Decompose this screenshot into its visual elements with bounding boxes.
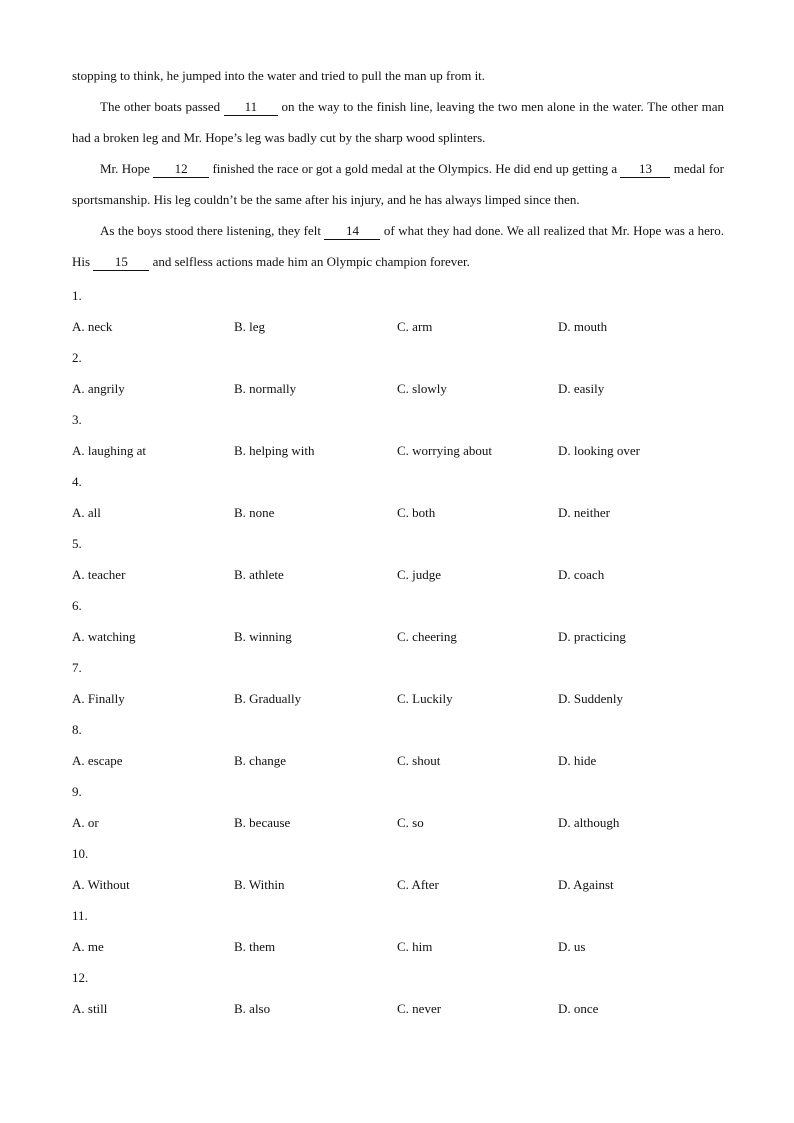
option-b[interactable]: B. Within bbox=[234, 877, 285, 892]
option-c[interactable]: C. shout bbox=[397, 753, 441, 768]
option-d[interactable]: D. Against bbox=[558, 877, 614, 892]
option-a[interactable]: A. or bbox=[72, 815, 99, 830]
option-c[interactable]: C. arm bbox=[397, 319, 433, 334]
option-d[interactable]: D. mouth bbox=[558, 319, 608, 334]
question-number: 4. bbox=[72, 474, 82, 489]
blank-13: 13 bbox=[620, 161, 670, 178]
option-c[interactable]: C. cheering bbox=[397, 629, 457, 644]
question-number: 5. bbox=[72, 536, 82, 551]
passage-text: stopping to think, he jumped into the water and tried to pull the man up from it. bbox=[72, 68, 486, 83]
option-c[interactable]: C. worrying about bbox=[397, 443, 492, 458]
option-b[interactable]: B. them bbox=[234, 939, 276, 954]
passage-text: Mr. Hope bbox=[100, 161, 154, 176]
option-d[interactable]: D. although bbox=[558, 815, 620, 830]
option-c[interactable]: C. never bbox=[397, 1001, 442, 1016]
question-options bbox=[72, 807, 724, 838]
question-options bbox=[72, 745, 724, 776]
question-options bbox=[72, 931, 724, 962]
option-a[interactable]: A. Finally bbox=[72, 691, 125, 706]
option-b[interactable]: B. because bbox=[234, 815, 291, 830]
option-b[interactable]: B. athlete bbox=[234, 567, 284, 582]
question-list bbox=[72, 280, 724, 1024]
option-c[interactable]: C. slowly bbox=[397, 381, 447, 396]
question-number: 7. bbox=[72, 660, 82, 675]
passage-text: As the boys stood there listening, they felt bbox=[100, 223, 325, 238]
question-options bbox=[72, 683, 724, 714]
option-a[interactable]: A. me bbox=[72, 939, 104, 954]
question-number: 8. bbox=[72, 722, 82, 737]
option-a[interactable]: A. angrily bbox=[72, 381, 125, 396]
option-d[interactable]: D. looking over bbox=[558, 443, 640, 458]
question-options bbox=[72, 869, 724, 900]
option-b[interactable]: B. winning bbox=[234, 629, 292, 644]
option-a[interactable]: A. teacher bbox=[72, 567, 126, 582]
blank-11: 11 bbox=[224, 99, 278, 116]
question-number: 3. bbox=[72, 412, 82, 427]
option-d[interactable]: D. easily bbox=[558, 381, 605, 396]
question-number: 10. bbox=[72, 846, 89, 861]
blank-14: 14 bbox=[324, 223, 380, 240]
passage-paragraph bbox=[72, 91, 724, 153]
option-c[interactable]: C. Luckily bbox=[397, 691, 453, 706]
option-c[interactable]: C. him bbox=[397, 939, 433, 954]
question-options bbox=[72, 559, 724, 590]
option-b[interactable]: B. change bbox=[234, 753, 286, 768]
question-options bbox=[72, 435, 724, 466]
question-number: 12. bbox=[72, 970, 89, 985]
question-options bbox=[72, 373, 724, 404]
question-number: 9. bbox=[72, 784, 82, 799]
option-a[interactable]: A. Without bbox=[72, 877, 130, 892]
question-number: 11. bbox=[72, 908, 88, 923]
option-d[interactable]: D. practicing bbox=[558, 629, 626, 644]
question-options bbox=[72, 311, 724, 342]
option-a[interactable]: A. laughing at bbox=[72, 443, 147, 458]
option-d[interactable]: D. Suddenly bbox=[558, 691, 623, 706]
option-b[interactable]: B. none bbox=[234, 505, 275, 520]
option-d[interactable]: D. us bbox=[558, 939, 586, 954]
question-options bbox=[72, 621, 724, 652]
passage-text: The other boats passed bbox=[100, 99, 224, 114]
blank-12: 12 bbox=[153, 161, 209, 178]
question-options bbox=[72, 993, 724, 1024]
passage-paragraph bbox=[72, 215, 724, 277]
option-c[interactable]: C. judge bbox=[397, 567, 442, 582]
option-b[interactable]: B. leg bbox=[234, 319, 266, 334]
option-d[interactable]: D. once bbox=[558, 1001, 599, 1016]
passage-paragraph bbox=[72, 153, 724, 215]
option-a[interactable]: A. watching bbox=[72, 629, 136, 644]
passage-line bbox=[72, 60, 724, 91]
option-d[interactable]: D. coach bbox=[558, 567, 605, 582]
option-b[interactable]: B. Gradually bbox=[234, 691, 302, 706]
question-number: 1. bbox=[72, 288, 82, 303]
passage-text: medal for sportsmanship. His leg couldn’t be the same after his injury, and he has always limped since then. bbox=[72, 161, 724, 207]
option-b[interactable]: B. normally bbox=[234, 381, 297, 396]
option-d[interactable]: D. hide bbox=[558, 753, 597, 768]
option-b[interactable]: B. also bbox=[234, 1001, 271, 1016]
option-d[interactable]: D. neither bbox=[558, 505, 610, 520]
option-c[interactable]: C. so bbox=[397, 815, 424, 830]
option-a[interactable]: A. still bbox=[72, 1001, 108, 1016]
question-options bbox=[72, 497, 724, 528]
option-b[interactable]: B. helping with bbox=[234, 443, 315, 458]
question-number: 2. bbox=[72, 350, 82, 365]
passage-text: and selfless actions made him an Olympic champion forever. bbox=[149, 254, 470, 269]
option-c[interactable]: C. both bbox=[397, 505, 436, 520]
option-a[interactable]: A. escape bbox=[72, 753, 123, 768]
option-a[interactable]: A. neck bbox=[72, 319, 113, 334]
option-c[interactable]: C. After bbox=[397, 877, 439, 892]
passage-text: of what they had done. We all realized that Mr. Hope was a hero. His bbox=[72, 223, 724, 269]
passage-text: on the way to the finish line, leaving the two men alone in the water. The other man had a broken leg and Mr. Hope’s leg was badly cut by the sharp wood splinters. bbox=[72, 99, 724, 145]
question-number: 6. bbox=[72, 598, 82, 613]
blank-15: 15 bbox=[93, 254, 149, 271]
option-a[interactable]: A. all bbox=[72, 505, 101, 520]
passage-text: finished the race or got a gold medal at the Olympics. He did end up getting a bbox=[209, 161, 621, 176]
